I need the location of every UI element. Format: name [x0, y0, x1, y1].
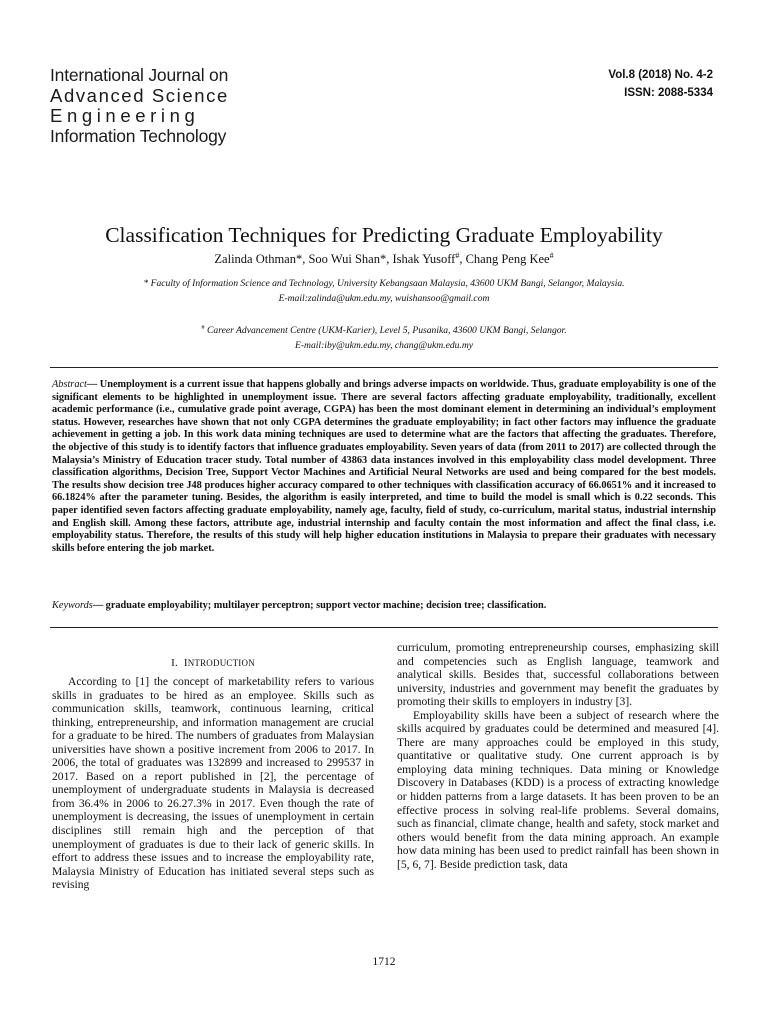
section-number: I. — [171, 657, 178, 669]
journal-name-line4: Information Technology — [50, 126, 227, 146]
left-column — [52, 675, 374, 892]
affiliation-1-address: * Faculty of Information Science and Technology, University Kebangsaan Malaysia, 43600 UKM Bangi, Selangor, Malaysia. — [143, 278, 625, 289]
affiliation-2-email: E-mail:iby@ukm.edu.my, chang@ukm.edu.my — [294, 340, 474, 352]
keywords — [52, 600, 716, 611]
right-column — [397, 641, 719, 871]
abstract-text: — Unemployment is a current issue that happens globally and brings adverse impacts on worldwide. Thus, graduate employability is one of the significant elements to be highlighted in unemployment issue. There are several factors affecting graduate employability, traditionally, excellent academic performance (i.e., cumulative grade point average, CGPA) has been the most dominant element in determining an individual’s employment status. However, researches have shown that not only CGPA determines the graduate employability; in fact other factors may influence the graduate achievement in getting a job. In this work data mining techniques are used to determine what are the factors that affecting the graduates. Therefore, the objective of this study is to identify factors that influence graduates employability. Seven years of data (from 2011 to 2017) are collected through the Malaysia’s Ministry of Education tracer study. Total number of 43863 data instances involved in this employability class model development. Three classification algorithms, Decision Tree, Support Vector Machines and Artificial Neural Networks are used and being compared for the best models. The results show decision tree J48 produces higher accuracy compared to other techniques with classification accuracy of 66.0651% and it increased to 66.1824% after the parameter tuning. Besides, the algorithm is easily interpreted, and time to build the model is small which is 0.22 seconds. This paper identified seven factors affecting graduate employability, namely age, faculty, field of study, co-curriculum, marital status, industrial internship and English skill. Among these factors, attribute age, industrial internship and faculty contain the most information and affect the final class, i.e. employability status. Therefore, the results of this study will help higher education institutions in Malaysia to prepare their graduates with necessary skills before entering the job market. — [52, 379, 716, 554]
affiliation-2-address: Career Advancement Centre (UKM-Karier), Level 5, Pusanika, 43600 UKM Bangi, Selangor. — [204, 325, 567, 337]
section-title-initial: I — [183, 657, 188, 669]
issn-label: ISSN: 2088-5334 — [624, 87, 713, 99]
affiliation-1-email: E-mail:zalinda@ukm.edu.my, wuishansoo@gmail.com — [278, 293, 490, 304]
volume-label: Vol.8 (2018) No. 4-2 — [608, 69, 713, 81]
journal-name-line3: Engineering — [50, 105, 200, 126]
affiliation-2 — [0, 320, 768, 353]
paper-title: Classification Techniques for Predicting Graduate Employability — [105, 223, 663, 247]
author-list — [0, 251, 768, 267]
authors-part2: , Chang Peng Kee — [459, 252, 550, 267]
issue-info — [608, 66, 713, 102]
keywords-lead: Keywords — [52, 600, 93, 611]
intro-paragraph-1-continued: curriculum, promoting entrepreneurship courses, emphasizing skill and competencies such as English language, teamwork and analytical skills. Besides that, successful collaborations between university, industries and government may benefit the graduates by promoting their skills to employers in industry [3]. — [397, 641, 719, 709]
journal-name-line2: Advanced Science — [50, 85, 229, 106]
keywords-text: — graduate employability; multilayer perceptron; support vector machine; decision tree; classification. — [92, 600, 547, 611]
intro-paragraph-2: Employability skills have been a subject of research where the skills acquired by graduates could be determined and measured [4]. There are many approaches could be employed in this study, quantitative or qualitative study. One current approach is by employing data mining techniques. Data mining or Knowledge Discovery in Databases (KDD) is a process of extracting knowledge or hidden patterns from a large datasets. It has been proven to be an effective process in solving real-life problems. Several domains, such as financial, climate change, health and safety, stock market and others would benefit from the data mining approach. An example how data mining has been used to predict rainfall has been shown in [5, 6, 7]. Beside prediction task, data — [397, 708, 719, 871]
journal-name-line1: International Journal on — [50, 65, 229, 85]
authors-part1: Zalinda Othman*, Soo Wui Shan*, Ishak Yusoff — [214, 252, 456, 267]
divider-top — [50, 367, 718, 368]
section-heading-introduction — [52, 657, 374, 669]
section-title-rest: NTRODUCTION — [187, 658, 255, 668]
author-mark2: # — [549, 251, 554, 260]
affiliation-1 — [0, 276, 768, 306]
divider-bottom — [50, 627, 718, 628]
author-mark1: # — [455, 251, 460, 260]
journal-logo — [50, 65, 229, 146]
affiliation-2-mark: # — [201, 324, 205, 331]
intro-paragraph-1: According to [1] the concept of marketability refers to various skills in graduates to be hired as an employee. Skills such as communication skills, teamwork, continuous learning, critical thinking, entrepreneurship, and information management are crucial for a graduate to be hired. The numbers of graduates from Malaysian universities have shown a positive increment from 2006 to 2017. In 2006, the total of graduates was 132899 and increased to 299537 in 2017. Based on a report published in [2], the percentage of unemployment of undergraduate students in Malaysia is decreased from 36.4% in 2006 to 26.27.3% in 2017. Even though the rate of unemployment is decreasing, the issues of unemployment in certain disciplines still remain high and the perception of that unemployment of graduates is due to their lack of generic skills. In effort to address these issues and to increase the employability rate, Malaysia Ministry of Education has initiated several steps such as revising — [52, 675, 374, 892]
abstract-lead: Abstract — [52, 379, 87, 390]
abstract — [52, 379, 716, 555]
page-number: 1712 — [372, 956, 396, 968]
